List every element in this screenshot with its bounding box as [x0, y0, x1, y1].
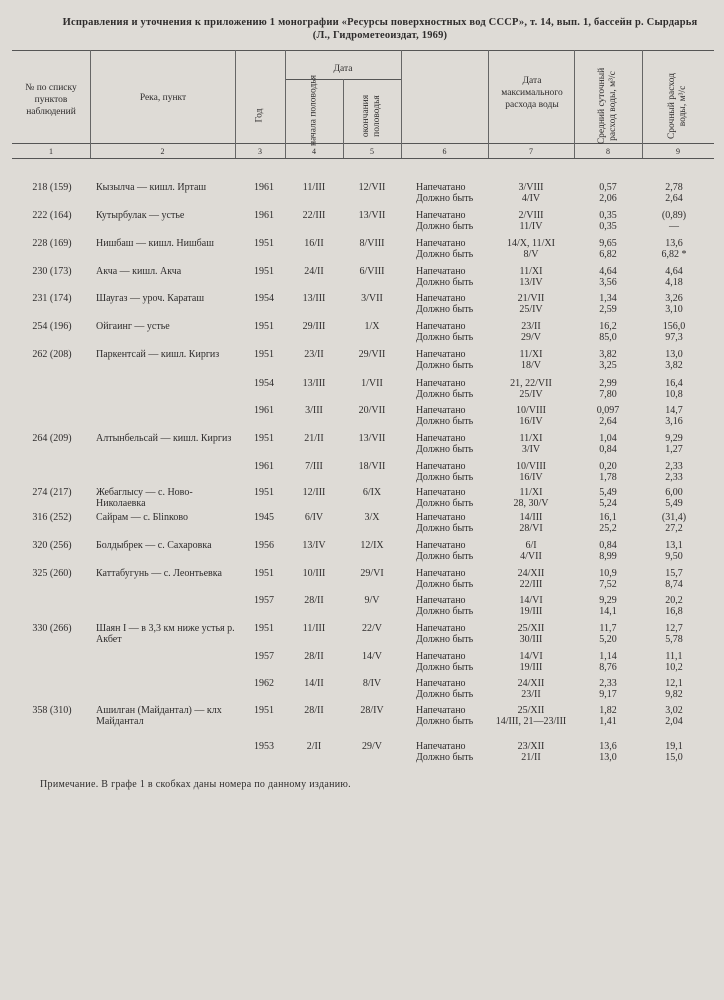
cell-urgent-discharge-corrected: 97,3	[665, 332, 683, 343]
cell-urgent-discharge-printed: 3,02	[665, 705, 683, 716]
cell-urgent-discharge-printed: 12,7	[665, 623, 683, 634]
cell-year: 1956	[254, 540, 274, 551]
cell-year: 1961	[254, 405, 274, 416]
cell-year: 1954	[254, 378, 274, 389]
cell-max-date-printed: 23/II	[521, 321, 541, 332]
cell-mean-discharge-corrected: 1,41	[599, 716, 617, 727]
header-max-discharge-date: Дата максимального расхода воды	[501, 76, 563, 110]
colnum-2: 2	[160, 147, 165, 156]
cell-station-number: 254 (196)	[32, 321, 72, 332]
cell-note-printed: Напечатано	[416, 349, 466, 360]
cell-urgent-discharge-printed: 13,0	[665, 349, 683, 360]
cell-note-printed: Напечатано	[416, 623, 466, 634]
cell-mean-discharge-printed: 9,65	[599, 238, 617, 249]
cell-urgent-discharge-printed: 156,0	[662, 321, 686, 332]
cell-urgent-discharge-corrected: 1,27	[665, 444, 683, 455]
cell-max-date-corrected: 3/IV	[521, 444, 541, 455]
cell-urgent-discharge-printed: 3,26	[665, 293, 683, 304]
cell-urgent-discharge-corrected: 6,82 *	[661, 249, 687, 260]
cell-station-number: 222 (164)	[32, 210, 72, 221]
cell-flood-start: 29/III	[302, 321, 326, 332]
cell-note-corrected: Должно быть	[416, 193, 474, 204]
cell-flood-end: 29/VI	[360, 568, 384, 579]
header-flood-end: окончания половодья	[361, 94, 382, 138]
cell-year: 1961	[254, 210, 274, 221]
cell-mean-discharge-printed: 1,82	[599, 705, 617, 716]
cell-note-corrected: Должно быть	[416, 551, 474, 562]
cell-note-printed: Напечатано	[416, 210, 466, 221]
cell-river-point: Паркентсай — кишл. Киргиз	[96, 349, 220, 360]
cell-max-date-printed: 21/VII	[517, 293, 545, 304]
cell-flood-end: 14/V	[362, 651, 382, 662]
cell-max-date-printed: 3/VIII	[518, 182, 544, 193]
cell-max-date-printed: 24/XII	[517, 568, 545, 579]
cell-flood-end: 12/VII	[358, 182, 386, 193]
cell-note-printed: Напечатано	[416, 512, 466, 523]
cell-urgent-discharge-corrected: 2,64	[665, 193, 683, 204]
cell-year: 1951	[254, 238, 274, 249]
cell-note-corrected: Должно быть	[416, 716, 474, 727]
cell-urgent-discharge-printed: (0,89)	[661, 210, 687, 221]
cell-mean-discharge-corrected: 13,0	[599, 752, 617, 763]
cell-mean-discharge-printed: 2,33	[599, 678, 617, 689]
col-divider-1	[90, 50, 91, 158]
cell-mean-discharge-corrected: 85,0	[599, 332, 617, 343]
cell-note-printed: Напечатано	[416, 378, 466, 389]
cell-flood-start: 6/IV	[304, 512, 324, 523]
cell-max-date-printed: 14/VI	[519, 595, 543, 606]
cell-mean-discharge-printed: 1,14	[599, 651, 617, 662]
cell-mean-discharge-corrected: 2,06	[599, 193, 617, 204]
cell-max-date-printed: 11/XI	[519, 266, 543, 277]
cell-flood-end: 1/X	[364, 321, 380, 332]
cell-year: 1953	[254, 741, 274, 752]
cell-max-date-corrected: 30/III	[519, 634, 543, 645]
cell-year: 1951	[254, 266, 274, 277]
cell-station-number: 231 (174)	[32, 293, 72, 304]
cell-flood-end: 29/VII	[358, 349, 386, 360]
cell-max-date-corrected: 4/IV	[521, 193, 541, 204]
cell-mean-discharge-corrected: 6,82	[599, 249, 617, 260]
cell-urgent-discharge-corrected: 10,8	[665, 389, 683, 400]
cell-river-point: Болдыбрек — с. Сахаровка	[96, 540, 212, 551]
cell-urgent-discharge-corrected: 2,33	[665, 472, 683, 483]
cell-flood-start: 11/III	[302, 623, 326, 634]
cell-urgent-discharge-printed: 14,7	[665, 405, 683, 416]
cell-station-number: 358 (310)	[32, 705, 72, 716]
cell-river-point: Шаян I — в 3,3 км ниже устья р. Акбет	[96, 623, 235, 645]
cell-mean-discharge-printed: 9,29	[599, 595, 617, 606]
cell-urgent-discharge-corrected: 9,50	[665, 551, 683, 562]
cell-station-number: 228 (169)	[32, 238, 72, 249]
cell-year: 1954	[254, 293, 274, 304]
cell-note-printed: Напечатано	[416, 321, 466, 332]
cell-river-point: Кутырбулак — устье	[96, 210, 185, 221]
cell-max-date-corrected: 16/IV	[519, 416, 543, 427]
cell-mean-discharge-corrected: 5,24	[599, 498, 617, 509]
header-river-point: Река, пункт	[139, 93, 187, 103]
cell-mean-discharge-corrected: 8,99	[599, 551, 617, 562]
cell-mean-discharge-printed: 5,49	[599, 487, 617, 498]
cell-urgent-discharge-printed: 9,29	[665, 433, 683, 444]
cell-max-date-corrected: 23/II	[521, 689, 541, 700]
cell-max-date-printed: 11/XI	[519, 349, 543, 360]
cell-station-number: 330 (266)	[32, 623, 72, 634]
cell-flood-start: 28/II	[304, 705, 324, 716]
cell-note-corrected: Должно быть	[416, 444, 474, 455]
colnum-3: 3	[258, 147, 262, 156]
colnum-bottom-rule	[12, 158, 714, 159]
cell-mean-discharge-corrected: 2,64	[599, 416, 617, 427]
cell-note-printed: Напечатано	[416, 595, 466, 606]
cell-flood-end: 6/IX	[362, 487, 382, 498]
cell-note-corrected: Должно быть	[416, 752, 474, 763]
cell-note-corrected: Должно быть	[416, 304, 474, 315]
cell-note-corrected: Должно быть	[416, 634, 474, 645]
cell-river-point: Алтынбельсай — кишл. Киргиз	[96, 433, 232, 444]
cell-max-date-corrected: 8/V	[523, 249, 539, 260]
cell-urgent-discharge-corrected: 8,74	[665, 579, 683, 590]
cell-max-date-printed: 6/I	[525, 540, 537, 551]
header-date-group: Дата	[333, 64, 353, 74]
cell-river-point: Кызылча — кишл. Ирташ	[96, 182, 207, 193]
cell-max-date-corrected: 4/VII	[520, 551, 542, 562]
cell-flood-start: 28/II	[304, 595, 324, 606]
table-top-rule	[12, 50, 714, 51]
cell-note-corrected: Должно быть	[416, 416, 474, 427]
cell-mean-discharge-printed: 4,64	[599, 266, 617, 277]
cell-mean-discharge-corrected: 5,20	[599, 634, 617, 645]
cell-max-date-corrected: 19/III	[519, 662, 543, 673]
cell-urgent-discharge-printed: 4,64	[665, 266, 683, 277]
cell-mean-discharge-printed: 0,57	[599, 182, 617, 193]
cell-note-corrected: Должно быть	[416, 360, 474, 371]
cell-max-date-corrected: 19/III	[519, 606, 543, 617]
cell-station-number: 274 (217)	[32, 487, 72, 498]
cell-flood-start: 11/III	[302, 182, 326, 193]
cell-urgent-discharge-corrected: 15,0	[665, 752, 683, 763]
cell-flood-start: 22/III	[302, 210, 326, 221]
cell-flood-start: 13/IV	[302, 540, 326, 551]
cell-note-printed: Напечатано	[416, 293, 466, 304]
cell-urgent-discharge-corrected: 3,82	[665, 360, 683, 371]
cell-urgent-discharge-printed: 13,1	[665, 540, 683, 551]
cell-flood-start: 16/II	[304, 238, 324, 249]
cell-max-date-corrected: 29/V	[521, 332, 541, 343]
cell-max-date-printed: 2/VIII	[518, 210, 544, 221]
cell-max-date-printed: 11/XI	[519, 433, 543, 444]
cell-note-corrected: Должно быть	[416, 277, 474, 288]
cell-max-date-corrected: 16/IV	[519, 472, 543, 483]
document-title	[40, 16, 720, 42]
cell-note-corrected: Должно быть	[416, 662, 474, 673]
cell-mean-discharge-printed: 3,82	[599, 349, 617, 360]
cell-station-number: 230 (173)	[32, 266, 72, 277]
cell-mean-discharge-printed: 0,097	[596, 405, 620, 416]
cell-mean-discharge-printed: 16,2	[599, 321, 617, 332]
cell-max-date-corrected: 25/IV	[519, 389, 543, 400]
col-divider-5	[401, 50, 402, 158]
cell-note-corrected: Должно быть	[416, 689, 474, 700]
cell-river-point: Сайрам — с. Бlinково	[96, 512, 188, 523]
cell-flood-end: 13/VII	[358, 433, 386, 444]
cell-flood-start: 7/III	[305, 461, 323, 472]
cell-mean-discharge-printed: 0,20	[599, 461, 617, 472]
cell-mean-discharge-corrected: 1,78	[599, 472, 617, 483]
cell-year: 1951	[254, 349, 274, 360]
cell-urgent-discharge-corrected: 16,8	[665, 606, 683, 617]
cell-year: 1951	[254, 321, 274, 332]
cell-station-number: 262 (208)	[32, 349, 72, 360]
cell-note-printed: Напечатано	[416, 568, 466, 579]
cell-note-printed: Напечатано	[416, 405, 466, 416]
cell-mean-discharge-corrected: 0,35	[599, 221, 617, 232]
cell-urgent-discharge-printed: 15,7	[665, 568, 683, 579]
footnote: Примечание. В графе 1 в скобках даны номера по данному изданию.	[40, 779, 351, 790]
cell-mean-discharge-printed: 10,9	[599, 568, 617, 579]
cell-note-printed: Напечатано	[416, 433, 466, 444]
cell-urgent-discharge-printed: 11,1	[665, 651, 683, 662]
cell-flood-end: 3/X	[364, 512, 380, 523]
cell-mean-discharge-printed: 0,84	[599, 540, 617, 551]
col-divider-3	[285, 50, 286, 158]
cell-urgent-discharge-printed: 2,33	[665, 461, 683, 472]
cell-mean-discharge-corrected: 2,59	[599, 304, 617, 315]
cell-max-date-corrected: 22/III	[519, 579, 543, 590]
cell-urgent-discharge-printed: 13,6	[665, 238, 683, 249]
cell-note-corrected: Должно быть	[416, 221, 474, 232]
cell-mean-discharge-corrected: 9,17	[599, 689, 617, 700]
cell-note-corrected: Должно быть	[416, 249, 474, 260]
cell-urgent-discharge-corrected: 3,16	[665, 416, 683, 427]
title-line-1: Исправления и уточнения к приложению 1 монографии «Ресурсы поверхностных вод СССР», т. 14, вып. 1, бассейн р. Сырдарья	[62, 17, 698, 28]
cell-urgent-discharge-corrected: 27,2	[665, 523, 683, 534]
cell-max-date-printed: 25/XII	[517, 705, 545, 716]
cell-note-corrected: Должно быть	[416, 498, 474, 509]
cell-year: 1951	[254, 487, 274, 498]
cell-river-point: Жебаглысу — с. Ново-Николаевка	[96, 487, 193, 509]
cell-note-printed: Напечатано	[416, 705, 466, 716]
cell-note-corrected: Должно быть	[416, 472, 474, 483]
cell-mean-discharge-corrected: 7,52	[599, 579, 617, 590]
cell-note-corrected: Должно быть	[416, 332, 474, 343]
header-station-number: № по списку пунктов наблюдений	[25, 83, 77, 117]
cell-flood-end: 6/VIII	[359, 266, 385, 277]
header-flood-start: начала половодья	[308, 75, 319, 146]
header-urgent-discharge: Срочный расход воды, м³/с	[667, 72, 688, 140]
cell-max-date-printed: 23/XII	[517, 741, 545, 752]
cell-river-point: Ойгаинг — устье	[96, 321, 170, 332]
cell-urgent-discharge-printed: 12,1	[665, 678, 683, 689]
cell-station-number: 320 (256)	[32, 540, 72, 551]
cell-urgent-discharge-printed: 6,00	[665, 487, 683, 498]
cell-max-date-printed: 14/III	[519, 512, 543, 523]
cell-note-printed: Напечатано	[416, 741, 466, 752]
colnum-1: 1	[49, 147, 53, 156]
cell-note-corrected: Должно быть	[416, 389, 474, 400]
cell-note-corrected: Должно быть	[416, 606, 474, 617]
cell-urgent-discharge-corrected: 5,78	[665, 634, 683, 645]
cell-year: 1961	[254, 461, 274, 472]
cell-max-date-printed: 14/X, 11/XI	[507, 238, 555, 249]
cell-note-printed: Напечатано	[416, 461, 466, 472]
cell-note-printed: Напечатано	[416, 487, 466, 498]
cell-flood-start: 14/II	[304, 678, 324, 689]
cell-urgent-discharge-printed: 20,2	[665, 595, 683, 606]
colnum-5: 5	[370, 147, 374, 156]
cell-urgent-discharge-printed: (31,4)	[661, 512, 687, 523]
cell-note-printed: Напечатано	[416, 651, 466, 662]
cell-flood-start: 3/III	[305, 405, 323, 416]
cell-max-date-printed: 10/VIII	[516, 405, 546, 416]
cell-note-printed: Напечатано	[416, 540, 466, 551]
cell-flood-end: 18/VII	[358, 461, 386, 472]
cell-river-point: Ашилган (Майдантал) — клх Майдантал	[96, 705, 222, 727]
cell-year: 1957	[254, 595, 274, 606]
cell-station-number: 325 (260)	[32, 568, 72, 579]
cell-flood-end: 20/VII	[358, 405, 386, 416]
cell-max-date-printed: 14/VI	[519, 651, 543, 662]
cell-urgent-discharge-corrected: 3,10	[665, 304, 683, 315]
cell-mean-discharge-corrected: 3,25	[599, 360, 617, 371]
cell-note-printed: Напечатано	[416, 238, 466, 249]
cell-station-number: 218 (159)	[32, 182, 72, 193]
cell-mean-discharge-printed: 11,7	[599, 623, 617, 634]
col-divider-6	[488, 50, 489, 158]
colnum-4: 4	[312, 147, 316, 156]
cell-max-date-corrected: 28, 30/V	[513, 498, 549, 509]
cell-urgent-discharge-printed: 16,4	[665, 378, 683, 389]
cell-max-date-corrected: 13/IV	[519, 277, 543, 288]
cell-flood-start: 10/III	[302, 568, 326, 579]
cell-flood-start: 13/III	[302, 293, 326, 304]
cell-max-date-corrected: 25/IV	[519, 304, 543, 315]
cell-note-printed: Напечатано	[416, 678, 466, 689]
cell-flood-end: 13/VII	[358, 210, 386, 221]
cell-note-corrected: Должно быть	[416, 579, 474, 590]
cell-flood-end: 8/VIII	[359, 238, 385, 249]
cell-year: 1951	[254, 568, 274, 579]
cell-max-date-printed: 21, 22/VII	[510, 378, 552, 389]
cell-mean-discharge-printed: 0,35	[599, 210, 617, 221]
cell-max-date-corrected: 21/II	[521, 752, 541, 763]
cell-year: 1951	[254, 705, 274, 716]
cell-mean-discharge-corrected: 0,84	[599, 444, 617, 455]
cell-flood-end: 28/IV	[360, 705, 384, 716]
cell-flood-end: 12/IX	[360, 540, 384, 551]
cell-flood-start: 24/II	[304, 266, 324, 277]
cell-mean-discharge-corrected: 7,80	[599, 389, 617, 400]
cell-max-date-printed: 25/XII	[517, 623, 545, 634]
cell-mean-discharge-corrected: 8,76	[599, 662, 617, 673]
cell-river-point: Нишбаш — кишл. Нишбаш	[96, 238, 214, 249]
title-line-2: (Л., Гидрометеоиздат, 1969)	[312, 30, 448, 41]
cell-year: 1961	[254, 182, 274, 193]
cell-flood-start: 23/II	[304, 349, 324, 360]
cell-urgent-discharge-printed: 2,78	[665, 182, 683, 193]
cell-urgent-discharge-corrected: 5,49	[665, 498, 683, 509]
cell-max-date-corrected: 18/V	[521, 360, 541, 371]
cell-flood-start: 12/III	[302, 487, 326, 498]
cell-mean-discharge-corrected: 3,56	[599, 277, 617, 288]
colnum-7: 7	[529, 147, 533, 156]
cell-mean-discharge-printed: 16,1	[599, 512, 617, 523]
cell-flood-end: 9/V	[364, 595, 380, 606]
cell-river-point: Акча — кишл. Акча	[96, 266, 182, 277]
cell-year: 1962	[254, 678, 274, 689]
cell-max-date-corrected: 14/III, 21—23/III	[495, 716, 567, 727]
cell-mean-discharge-corrected: 25,2	[599, 523, 617, 534]
col-divider-8	[642, 50, 643, 158]
cell-year: 1951	[254, 623, 274, 634]
cell-river-point: Каттабугунь — с. Леонтьевка	[96, 568, 222, 579]
cell-note-corrected: Должно быть	[416, 523, 474, 534]
cell-urgent-discharge-corrected: —	[669, 221, 679, 232]
cell-urgent-discharge-printed: 19,1	[665, 741, 683, 752]
cell-note-printed: Напечатано	[416, 182, 466, 193]
cell-max-date-printed: 24/XII	[517, 678, 545, 689]
cell-station-number: 264 (209)	[32, 433, 72, 444]
colnum-9: 9	[676, 147, 680, 156]
cell-mean-discharge-printed: 1,04	[599, 433, 617, 444]
cell-note-printed: Напечатано	[416, 266, 466, 277]
cell-max-date-printed: 10/VIII	[516, 461, 546, 472]
cell-station-number: 316 (252)	[32, 512, 72, 523]
cell-flood-end: 8/IV	[362, 678, 382, 689]
header-mean-daily-discharge: Средний суточный расход воды, м³/с	[597, 67, 618, 145]
cell-urgent-discharge-corrected: 4,18	[665, 277, 683, 288]
cell-flood-end: 3/VII	[361, 293, 383, 304]
cell-flood-start: 13/III	[302, 378, 326, 389]
cell-max-date-printed: 11/XI	[519, 487, 543, 498]
cell-mean-discharge-corrected: 14,1	[599, 606, 617, 617]
cell-flood-end: 1/VII	[361, 378, 383, 389]
cell-flood-start: 2/II	[306, 741, 322, 752]
cell-urgent-discharge-corrected: 2,04	[665, 716, 683, 727]
cell-year: 1957	[254, 651, 274, 662]
cell-flood-end: 22/V	[362, 623, 382, 634]
cell-mean-discharge-printed: 13,6	[599, 741, 617, 752]
cell-urgent-discharge-corrected: 10,2	[665, 662, 683, 673]
col-divider-2	[235, 50, 236, 158]
colnum-6: 6	[442, 147, 447, 156]
cell-year: 1945	[254, 512, 274, 523]
cell-max-date-corrected: 28/VI	[519, 523, 543, 534]
cell-max-date-corrected: 11/IV	[519, 221, 543, 232]
cell-urgent-discharge-corrected: 9,82	[665, 689, 683, 700]
cell-mean-discharge-printed: 2,99	[599, 378, 617, 389]
cell-mean-discharge-printed: 1,34	[599, 293, 617, 304]
header-year: Год	[254, 108, 265, 123]
cell-year: 1951	[254, 433, 274, 444]
cell-flood-end: 29/V	[362, 741, 382, 752]
colnum-8: 8	[606, 147, 610, 156]
col-divider-7	[574, 50, 575, 158]
cell-river-point: Шаугаз — уроч. Караташ	[96, 293, 205, 304]
cell-flood-start: 21/II	[304, 433, 324, 444]
cell-flood-start: 28/II	[304, 651, 324, 662]
